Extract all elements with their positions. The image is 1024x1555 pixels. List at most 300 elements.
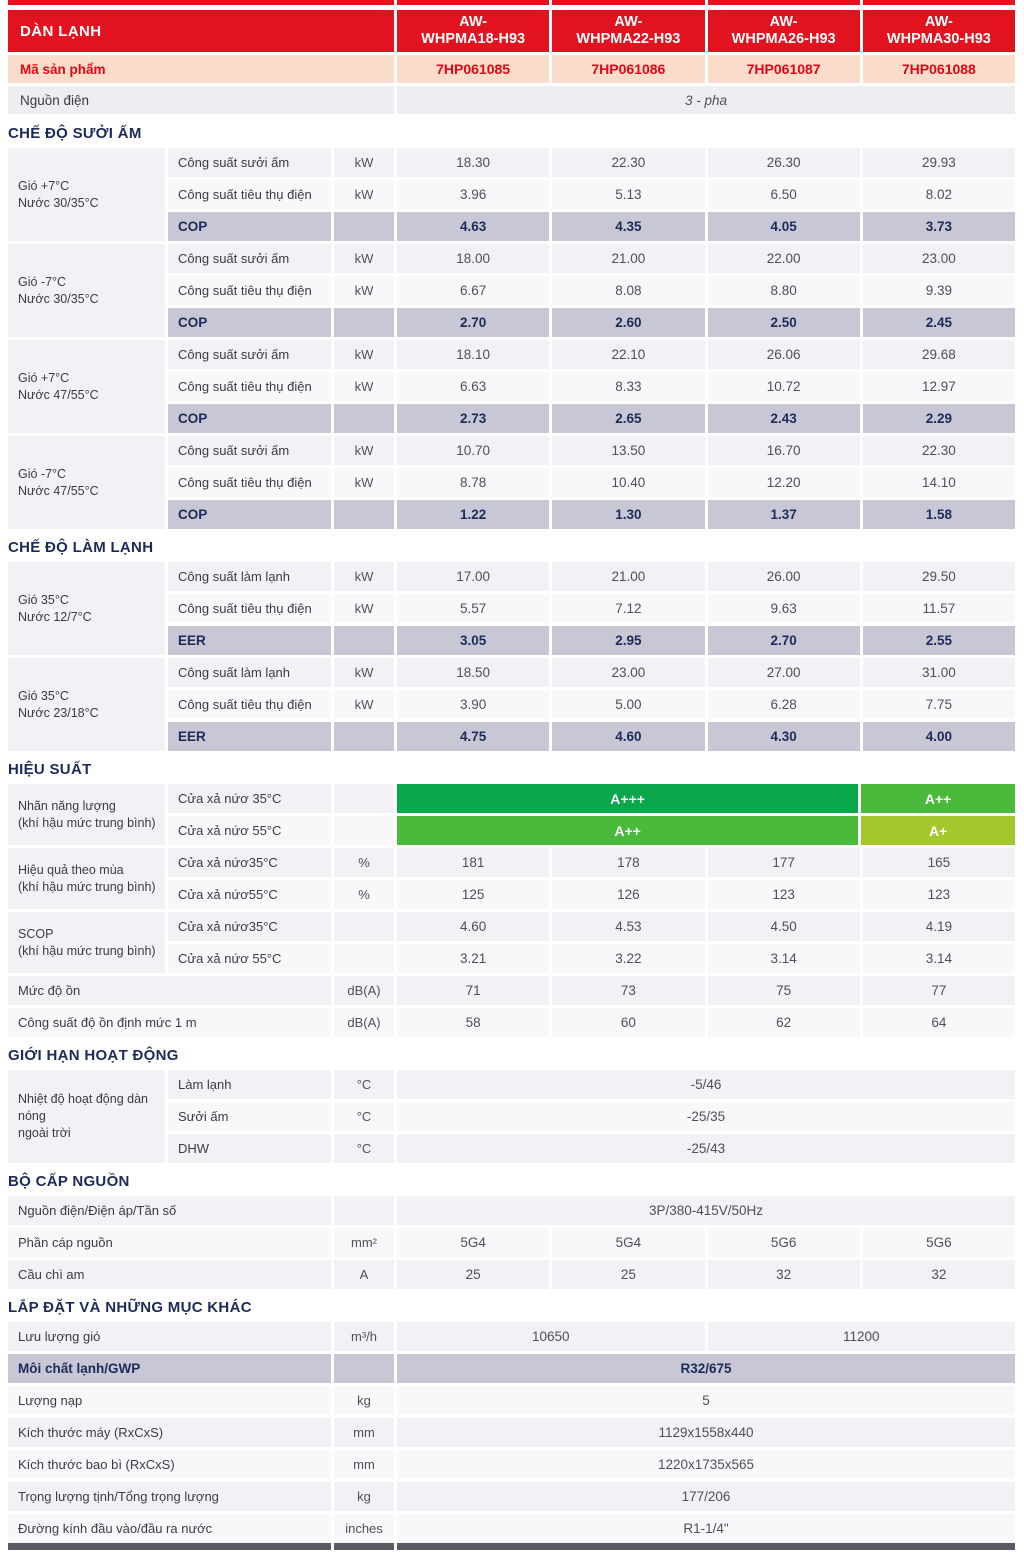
row-label: Công suất tiêu thụ điện: [168, 372, 331, 401]
table-row: [168, 912, 1015, 941]
table-row: [168, 500, 1015, 529]
row-label: Công suất độ ồn định mức 1 m: [8, 1008, 331, 1037]
unit-cell: °C: [334, 1102, 394, 1131]
table-row: [168, 848, 1015, 877]
value-cell: 22.00: [708, 244, 860, 273]
product-code-value: 7HP061086: [552, 55, 704, 83]
row-label: Công suất sưởi ấm: [168, 340, 331, 369]
value-cell: 27.00: [708, 658, 860, 687]
group-label: Gió 35°C Nước 12/7°C: [8, 562, 165, 655]
power-supply-label: Nguồn điện: [8, 86, 394, 114]
value-cell: 58: [397, 1008, 549, 1037]
value-cell: 123: [863, 880, 1015, 909]
table-row: [168, 594, 1015, 623]
unit-cell: [334, 308, 394, 337]
row-values: [397, 180, 1015, 209]
group-rows: [168, 1070, 1015, 1163]
value-cell: 4.63: [397, 212, 549, 241]
model-header: AW- WHPMA18-H93: [397, 10, 549, 52]
table-row: [8, 1322, 1015, 1351]
unit-cell: kW: [334, 594, 394, 623]
value-cell: 25: [397, 1260, 549, 1289]
unit-cell: [334, 1196, 394, 1225]
spec-group: [8, 436, 1015, 529]
value-cell: 13.50: [552, 436, 704, 465]
unit-cell: mm²: [334, 1228, 394, 1257]
value-cell: 29.50: [863, 562, 1015, 591]
unit-cell: mm: [334, 1418, 394, 1447]
table-row: [168, 690, 1015, 719]
row-label: Làm lạnh: [168, 1070, 331, 1099]
value-cell: 3.14: [863, 944, 1015, 973]
group-rows: [168, 148, 1015, 241]
row-values: [397, 912, 1015, 941]
row-label: Công suất tiêu thụ điện: [168, 180, 331, 209]
group-label: Hiệu quả theo mùa (khí hậu mức trung bình): [8, 848, 165, 909]
value-cell: 3.05: [397, 626, 549, 655]
value-cell-span: 177/206: [397, 1482, 1015, 1511]
group-rows: [168, 784, 1015, 845]
value-cell: 4.75: [397, 722, 549, 751]
row-label: COP: [168, 500, 331, 529]
group-label: Gió -7°C Nước 30/35°C: [8, 244, 165, 337]
unit-cell: dB(A): [334, 976, 394, 1005]
row-values: [397, 404, 1015, 433]
row-values: [397, 816, 1015, 845]
table-bottom-strip: [8, 1543, 1015, 1550]
table-row: [168, 658, 1015, 687]
row-values: [397, 594, 1015, 623]
value-cell-span: 5: [397, 1386, 1015, 1415]
value-cell: 17.00: [397, 562, 549, 591]
row-values: [397, 626, 1015, 655]
row-label: COP: [168, 404, 331, 433]
table-row: [168, 212, 1015, 241]
value-cell: 5.57: [397, 594, 549, 623]
value-cell-span: R1-1/4": [397, 1514, 1015, 1543]
table-row: [168, 784, 1015, 813]
row-label: Kích thước máy (RxCxS): [8, 1418, 331, 1447]
section-title: CHẾ ĐỘ LÀM LẠNH: [8, 538, 154, 556]
value-cell: 123: [708, 880, 860, 909]
group-rows: [168, 848, 1015, 909]
row-label: Môi chất lạnh/GWP: [8, 1354, 331, 1383]
value-cell: 125: [397, 880, 549, 909]
value-cell: 1.58: [863, 500, 1015, 529]
value-cell: 2.45: [863, 308, 1015, 337]
value-cell-span: 1220x1735x565: [397, 1450, 1015, 1479]
group-label: Gió 35°C Nước 23/18°C: [8, 658, 165, 751]
row-label: EER: [168, 626, 331, 655]
row-values: [397, 1386, 1015, 1415]
bottom-strip-segment: [397, 1543, 1015, 1550]
value-cell: 10.70: [397, 436, 549, 465]
group-label: Nhiệt độ hoạt động dàn nóng ngoài trời: [8, 1070, 165, 1163]
value-cell: 31.00: [863, 658, 1015, 687]
value-cell: 10.72: [708, 372, 860, 401]
bottom-strip-segment: [8, 1543, 331, 1550]
top-strip-segment: [397, 0, 549, 5]
unit-cell: kW: [334, 690, 394, 719]
unit-cell: kW: [334, 436, 394, 465]
row-values: [397, 308, 1015, 337]
product-code-label: Mã sản phẩm: [8, 55, 394, 83]
unit-cell: dB(A): [334, 1008, 394, 1037]
value-cell: 32: [863, 1260, 1015, 1289]
group-rows: [168, 340, 1015, 433]
value-cell: 8.33: [552, 372, 704, 401]
value-cell: 1.22: [397, 500, 549, 529]
value-cell: 2.73: [397, 404, 549, 433]
table-row: [8, 1514, 1015, 1543]
value-cell: 71: [397, 976, 549, 1005]
value-cell: 2.43: [708, 404, 860, 433]
value-cell: 18.50: [397, 658, 549, 687]
row-values: [397, 244, 1015, 273]
value-cell: 5G4: [397, 1228, 549, 1257]
value-cell-span: R32/675: [397, 1354, 1015, 1383]
unit-cell: [334, 816, 394, 845]
value-cell: 8.08: [552, 276, 704, 305]
row-values: [397, 372, 1015, 401]
row-values: [397, 658, 1015, 687]
value-cell: 32: [708, 1260, 860, 1289]
row-values: [397, 944, 1015, 973]
value-cell: 2.70: [708, 626, 860, 655]
section-title: BỘ CẤP NGUỒN: [8, 1172, 130, 1190]
table-row: [8, 1354, 1015, 1383]
unit-cell: [334, 784, 394, 813]
table-row: [168, 722, 1015, 751]
value-cell: 9.63: [708, 594, 860, 623]
row-values: [397, 276, 1015, 305]
unit-cell: kg: [334, 1482, 394, 1511]
value-cell: 4.53: [552, 912, 704, 941]
value-cell: 16.70: [708, 436, 860, 465]
row-values: [397, 1354, 1015, 1383]
value-cell: 73: [552, 976, 704, 1005]
table-row: [168, 436, 1015, 465]
value-cell: 21.00: [552, 562, 704, 591]
table-row: [168, 468, 1015, 497]
unit-cell: inches: [334, 1514, 394, 1543]
unit-cell: A: [334, 1260, 394, 1289]
value-cell: 3.21: [397, 944, 549, 973]
table-row: [168, 180, 1015, 209]
row-label: COP: [168, 212, 331, 241]
row-label: Cửa xả nứơ35°C: [168, 912, 331, 941]
unit-cell: m³/h: [334, 1322, 394, 1351]
value-cell: 3.22: [552, 944, 704, 973]
unit-cell: kW: [334, 148, 394, 177]
value-cell-span: -25/35: [397, 1102, 1015, 1131]
value-cell-span: 3P/380-415V/50Hz: [397, 1196, 1015, 1225]
value-cell: 21.00: [552, 244, 704, 273]
value-cell: 22.30: [863, 436, 1015, 465]
table-row: [168, 1102, 1015, 1131]
group-label: Gió +7°C Nước 47/55°C: [8, 340, 165, 433]
row-values: [397, 340, 1015, 369]
value-cell: 4.50: [708, 912, 860, 941]
model-header: AW- WHPMA26-H93: [708, 10, 860, 52]
row-values: [397, 1008, 1015, 1037]
table-row: [168, 372, 1015, 401]
table-row: [168, 1070, 1015, 1099]
unit-cell: [334, 626, 394, 655]
spec-group: [8, 848, 1015, 909]
value-cell: 8.80: [708, 276, 860, 305]
row-values: [397, 1070, 1015, 1099]
table-row: [168, 626, 1015, 655]
unit-cell: kW: [334, 276, 394, 305]
row-label: Công suất tiêu thụ điện: [168, 468, 331, 497]
table-title: DÀN LẠNH: [8, 10, 394, 52]
value-cell: 5G4: [552, 1228, 704, 1257]
table-row: [168, 404, 1015, 433]
spec-sections: [8, 118, 1015, 1543]
unit-cell: °C: [334, 1134, 394, 1163]
table-header-row: [8, 10, 1015, 52]
spec-group: [8, 1070, 1015, 1163]
row-label: Công suất tiêu thụ điện: [168, 276, 331, 305]
row-label: Sưởi ấm: [168, 1102, 331, 1131]
group-label: Gió -7°C Nước 47/55°C: [8, 436, 165, 529]
unit-cell: %: [334, 880, 394, 909]
value-cell: 126: [552, 880, 704, 909]
table-row: [8, 1386, 1015, 1415]
value-cell: 2.70: [397, 308, 549, 337]
table-top-strip: [8, 0, 1015, 5]
energy-rating-badge: A+++: [397, 784, 858, 813]
unit-cell: [334, 944, 394, 973]
row-values: [397, 1196, 1015, 1225]
unit-cell: °C: [334, 1070, 394, 1099]
value-cell: 29.68: [863, 340, 1015, 369]
product-code-value: 7HP061087: [708, 55, 860, 83]
spec-group: [8, 784, 1015, 845]
row-values: [397, 436, 1015, 465]
top-strip-segment: [8, 0, 394, 5]
value-cell: 18.10: [397, 340, 549, 369]
value-cell: 26.30: [708, 148, 860, 177]
value-cell: 4.60: [552, 722, 704, 751]
product-code-row: [8, 55, 1015, 83]
value-cell: 165: [863, 848, 1015, 877]
row-values: [397, 562, 1015, 591]
row-label: Công suất làm lạnh: [168, 658, 331, 687]
row-label: Cửa xả nứơ 35°C: [168, 784, 331, 813]
unit-cell: [334, 404, 394, 433]
value-cell: 11.57: [863, 594, 1015, 623]
row-values: [397, 722, 1015, 751]
unit-cell: [334, 912, 394, 941]
value-cell: 3.14: [708, 944, 860, 973]
power-supply-value: 3 - pha: [397, 86, 1015, 114]
row-values: [397, 1260, 1015, 1289]
unit-cell: mm: [334, 1450, 394, 1479]
value-cell: 26.00: [708, 562, 860, 591]
row-label: Lưu lượng gió: [8, 1322, 331, 1351]
row-values: [397, 784, 1015, 813]
value-cell: 7.75: [863, 690, 1015, 719]
row-label: Lượng nạp: [8, 1386, 331, 1415]
table-row: [8, 1196, 1015, 1225]
unit-cell: %: [334, 848, 394, 877]
value-cell: 6.67: [397, 276, 549, 305]
group-rows: [168, 658, 1015, 751]
row-label: Đường kính đầu vào/đầu ra nước: [8, 1514, 331, 1543]
value-cell: 4.05: [708, 212, 860, 241]
value-cell: 9.39: [863, 276, 1015, 305]
group-rows: [168, 562, 1015, 655]
row-values: [397, 468, 1015, 497]
value-cell: 18.00: [397, 244, 549, 273]
row-label: Cửa xả nứơ35°C: [168, 848, 331, 877]
spec-group: [8, 562, 1015, 655]
energy-rating-badge: A++: [861, 784, 1015, 813]
row-values: [397, 690, 1015, 719]
value-cell: 4.30: [708, 722, 860, 751]
table-row: [168, 244, 1015, 273]
value-cell: 177: [708, 848, 860, 877]
row-label: COP: [168, 308, 331, 337]
row-label: Công suất làm lạnh: [168, 562, 331, 591]
value-cell: 2.60: [552, 308, 704, 337]
top-strip-segment: [863, 0, 1015, 5]
row-label: Công suất sưởi ấm: [168, 436, 331, 465]
bottom-strip-segment: [334, 1543, 394, 1550]
row-label: Cầu chì am: [8, 1260, 331, 1289]
row-label: Phần cáp nguồn: [8, 1228, 331, 1257]
unit-cell: kW: [334, 658, 394, 687]
spec-group: [8, 658, 1015, 751]
row-values: [397, 500, 1015, 529]
group-rows: [168, 912, 1015, 973]
row-values: [397, 1322, 1015, 1351]
section-title: LẮP ĐẶT VÀ NHỮNG MỤC KHÁC: [8, 1298, 252, 1316]
value-cell: 25: [552, 1260, 704, 1289]
value-cell: 2.55: [863, 626, 1015, 655]
value-cell: 75: [708, 976, 860, 1005]
value-cell: 7.12: [552, 594, 704, 623]
spec-group: [8, 340, 1015, 433]
unit-cell: kW: [334, 244, 394, 273]
table-row: [8, 1228, 1015, 1257]
spec-group: [8, 244, 1015, 337]
value-cell: 2.50: [708, 308, 860, 337]
row-label: Cửa xả nứơ 55°C: [168, 816, 331, 845]
value-cell: 8.78: [397, 468, 549, 497]
value-cell: 12.20: [708, 468, 860, 497]
row-values: [397, 1134, 1015, 1163]
section-title: CHẾ ĐỘ SƯỞI ẤM: [8, 124, 142, 142]
table-row: [8, 1418, 1015, 1447]
row-label: Cửa xả nứơ55°C: [168, 880, 331, 909]
value-cell: 26.06: [708, 340, 860, 369]
row-values: [397, 1102, 1015, 1131]
unit-cell: kW: [334, 372, 394, 401]
group-rows: [168, 244, 1015, 337]
table-row: [8, 1008, 1015, 1037]
table-row: [8, 1482, 1015, 1511]
table-row: [8, 1450, 1015, 1479]
row-label: EER: [168, 722, 331, 751]
value-cell: 4.19: [863, 912, 1015, 941]
value-cell: 5.13: [552, 180, 704, 209]
spec-table: [8, 0, 1015, 1550]
model-header: AW- WHPMA22-H93: [552, 10, 704, 52]
value-cell-span: 1129x1558x440: [397, 1418, 1015, 1447]
unit-cell: [334, 1354, 394, 1383]
value-cell: 2.65: [552, 404, 704, 433]
unit-cell: kW: [334, 180, 394, 209]
value-cell-span: -25/43: [397, 1134, 1015, 1163]
table-row: [168, 562, 1015, 591]
value-cell: 64: [863, 1008, 1015, 1037]
value-cell: 23.00: [552, 658, 704, 687]
row-label: Kích thước bao bì (RxCxS): [8, 1450, 331, 1479]
unit-cell: kW: [334, 468, 394, 497]
group-label: SCOP (khí hậu mức trung bình): [8, 912, 165, 973]
value-cell: 4.60: [397, 912, 549, 941]
row-values: [397, 1514, 1015, 1543]
model-header: AW- WHPMA30-H93: [863, 10, 1015, 52]
row-values: [397, 212, 1015, 241]
group-label: Gió +7°C Nước 30/35°C: [8, 148, 165, 241]
energy-rating-badge: A+: [861, 816, 1015, 845]
top-strip-segment: [552, 0, 704, 5]
value-cell: 5G6: [863, 1228, 1015, 1257]
row-label: Trọng lượng tịnh/Tổng trọng lượng: [8, 1482, 331, 1511]
row-label: DHW: [168, 1134, 331, 1163]
table-row: [168, 276, 1015, 305]
row-label: Công suất tiêu thụ điện: [168, 690, 331, 719]
row-values: [397, 1418, 1015, 1447]
row-values: [397, 848, 1015, 877]
group-rows: [168, 436, 1015, 529]
value-cell: 3.96: [397, 180, 549, 209]
spec-group: [8, 912, 1015, 973]
unit-cell: [334, 212, 394, 241]
value-cell: 14.10: [863, 468, 1015, 497]
value-cell: 23.00: [863, 244, 1015, 273]
unit-cell: [334, 722, 394, 751]
value-cell-half: 11200: [708, 1322, 1016, 1351]
value-cell-span: -5/46: [397, 1070, 1015, 1099]
value-cell: 22.10: [552, 340, 704, 369]
value-cell: 6.28: [708, 690, 860, 719]
section-title: HIỆU SUẤT: [8, 760, 92, 778]
value-cell: 5.00: [552, 690, 704, 719]
value-cell: 10.40: [552, 468, 704, 497]
table-row: [168, 340, 1015, 369]
value-cell: 62: [708, 1008, 860, 1037]
table-row: [168, 880, 1015, 909]
row-label: Cửa xả nứơ 55°C: [168, 944, 331, 973]
group-label: Nhãn năng lượng (khí hậu mức trung bình): [8, 784, 165, 845]
value-cell: 1.37: [708, 500, 860, 529]
value-cell: 3.90: [397, 690, 549, 719]
value-cell: 60: [552, 1008, 704, 1037]
row-label: Mức độ ồn: [8, 976, 331, 1005]
unit-cell: kW: [334, 562, 394, 591]
table-row: [8, 976, 1015, 1005]
row-values: [397, 1228, 1015, 1257]
value-cell: 178: [552, 848, 704, 877]
value-cell: 18.30: [397, 148, 549, 177]
row-values: [397, 880, 1015, 909]
value-cell: 12.97: [863, 372, 1015, 401]
